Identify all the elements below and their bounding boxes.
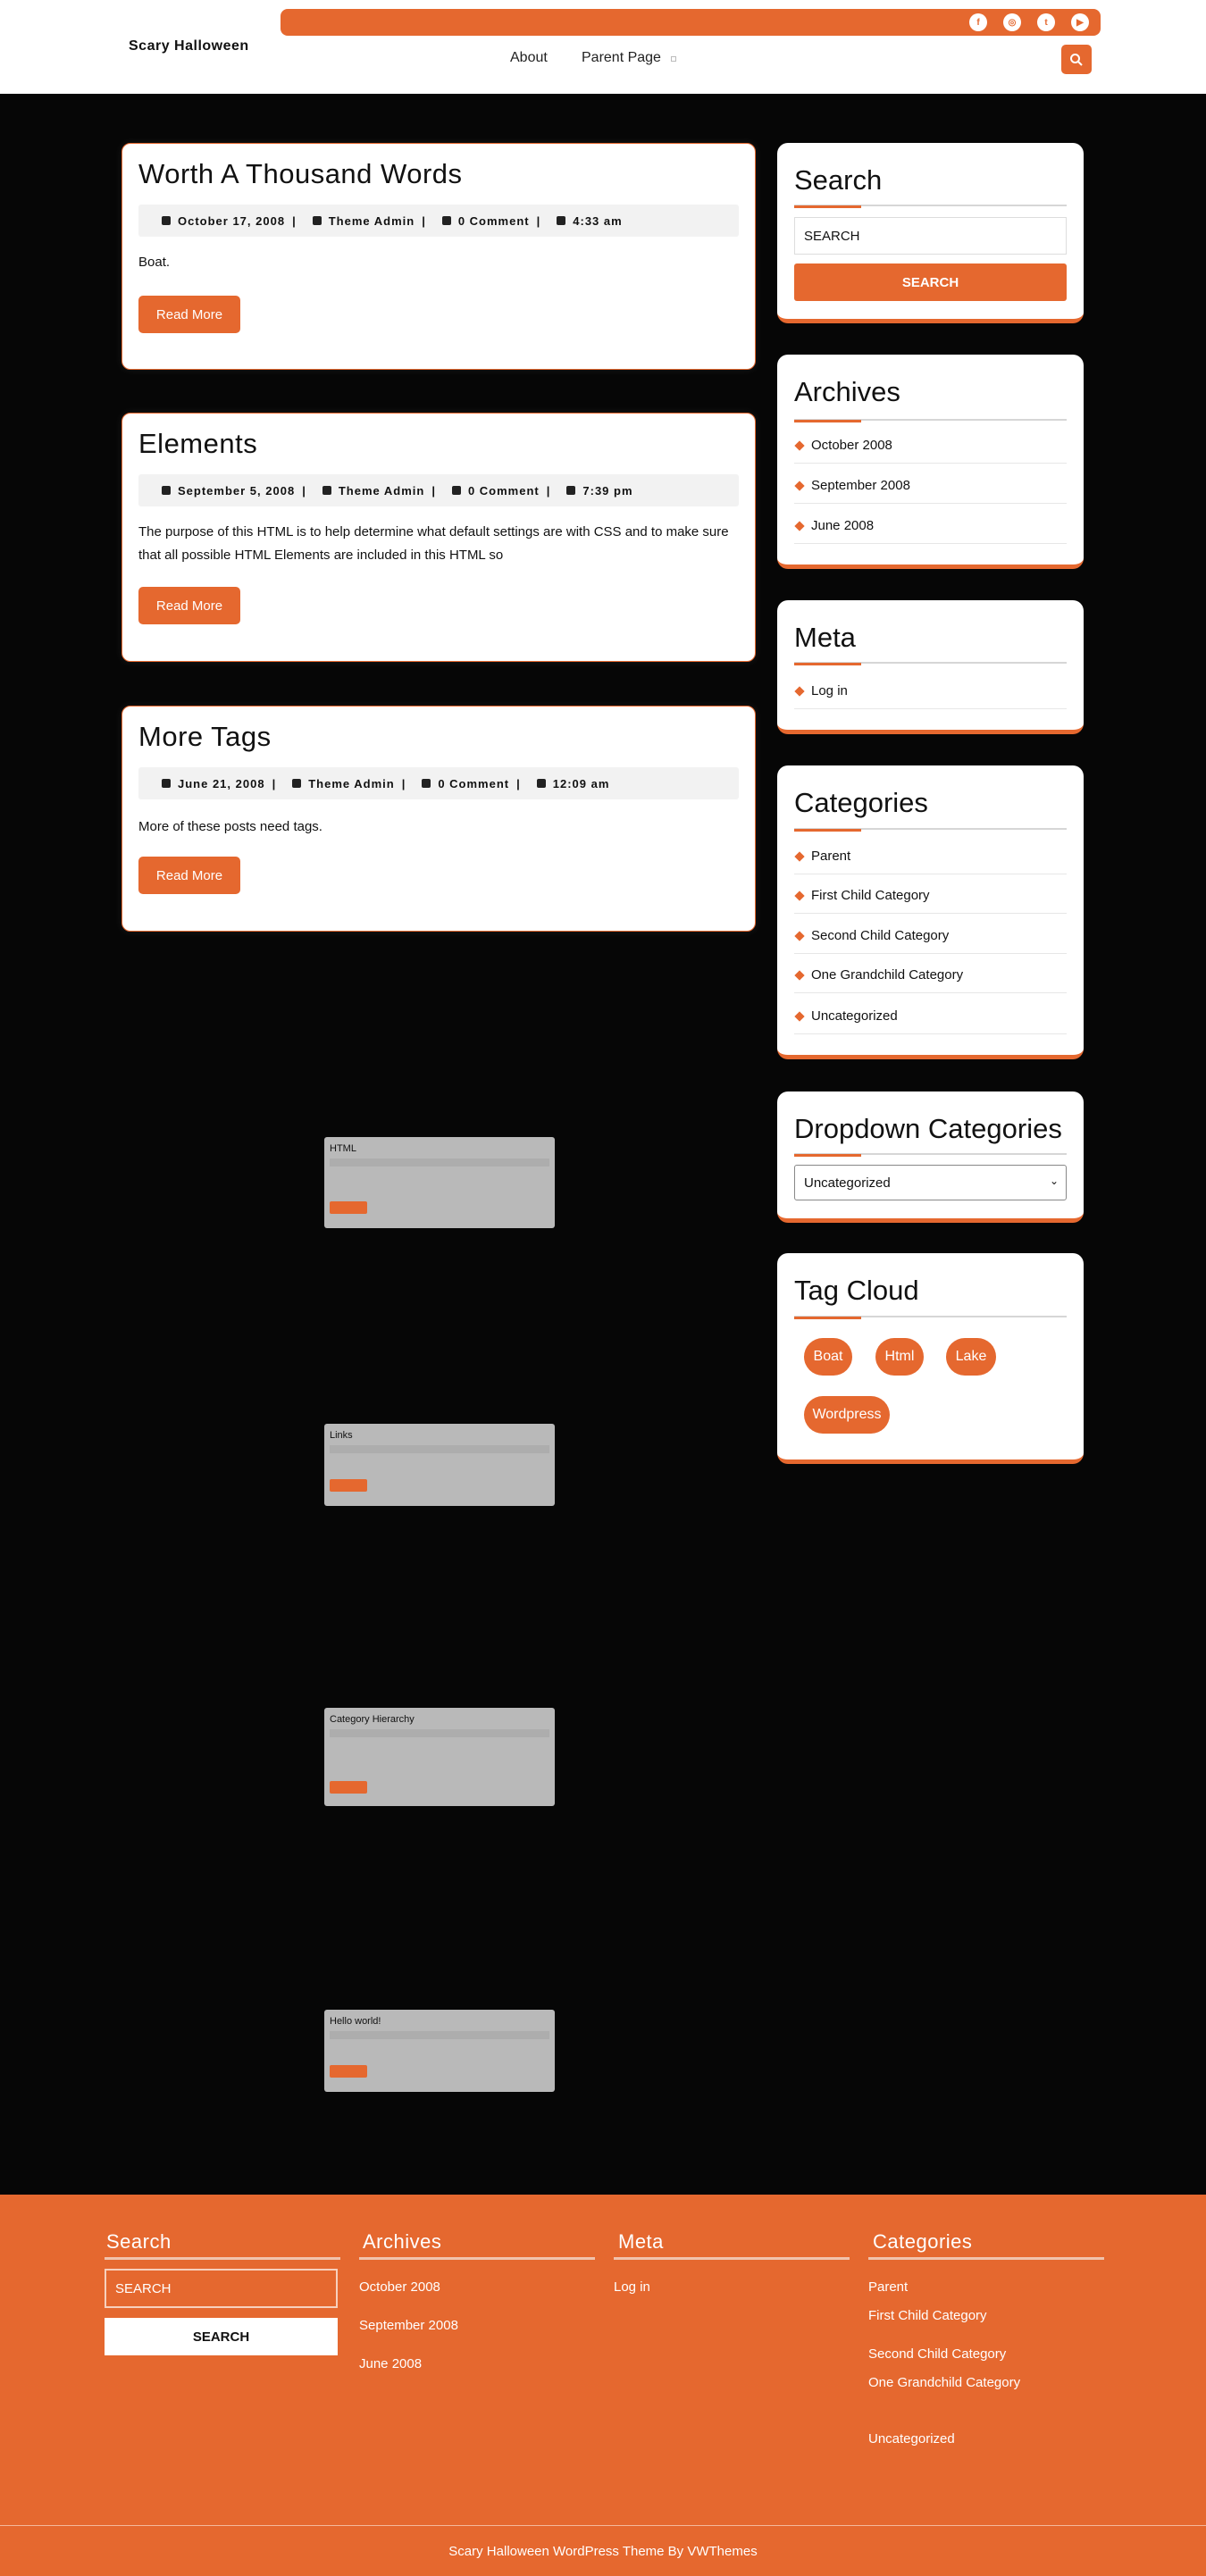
tag-link[interactable]: Boat	[804, 1338, 852, 1376]
tag-link[interactable]: Html	[875, 1338, 924, 1376]
calendar-icon	[162, 216, 171, 225]
post-meta: September 5, 2008 | Theme Admin | 0 Comment | 7:39 pm	[138, 474, 739, 506]
comments-icon	[452, 486, 461, 495]
post-date: September 5, 2008	[178, 483, 296, 498]
read-more-button[interactable]: Read More	[138, 296, 240, 333]
user-icon	[313, 216, 322, 225]
divider	[794, 503, 1067, 504]
login-link[interactable]: Log in	[794, 683, 1067, 698]
widget-title: Meta	[794, 622, 856, 653]
divider	[794, 953, 1067, 954]
widget-title: Tag Cloud	[794, 1275, 919, 1306]
tag-link[interactable]: Lake	[946, 1338, 996, 1376]
tag-link[interactable]: Wordpress	[804, 1396, 890, 1434]
calendar-icon	[162, 486, 171, 495]
divider	[794, 543, 1067, 544]
search-icon	[1069, 53, 1084, 67]
post-thumbnail[interactable]	[324, 1137, 555, 1228]
thumbnail-read-more	[330, 1479, 367, 1492]
category-link[interactable]: Second Child Category	[794, 928, 1067, 943]
nav-item-about[interactable]: About	[510, 50, 548, 65]
thumbnail-title: HTML	[330, 1143, 356, 1154]
sidebar-search-button[interactable]: SEARCH	[794, 263, 1067, 301]
twitter-icon[interactable]: t	[1037, 13, 1055, 31]
category-select-value: Uncategorized	[804, 1175, 891, 1191]
chevron-down-icon[interactable]	[671, 56, 676, 62]
site-title[interactable]: Scary Halloween	[129, 38, 249, 54]
search-widget	[777, 143, 1084, 323]
footer-category-link[interactable]: First Child Category	[868, 2308, 987, 2323]
post-meta: October 17, 2008 | Theme Admin | 0 Comment | 4:33 am	[138, 205, 739, 237]
archive-link[interactable]: October 2008	[794, 438, 1067, 453]
widget-underline	[794, 1153, 1067, 1155]
footer-archive-link[interactable]: September 2008	[359, 2318, 458, 2333]
widget-title: Categories	[794, 787, 928, 818]
post-title[interactable]: Elements	[138, 428, 258, 459]
clock-icon	[537, 779, 546, 788]
user-icon	[292, 779, 301, 788]
archives-widget	[777, 355, 1084, 569]
post-title[interactable]: More Tags	[138, 721, 272, 752]
divider	[794, 913, 1067, 914]
read-more-button[interactable]: Read More	[138, 587, 240, 624]
youtube-icon[interactable]: ▶	[1071, 13, 1089, 31]
calendar-icon	[162, 779, 171, 788]
footer-widget-title: Categories	[873, 2230, 973, 2253]
post-time: 12:09 am	[552, 776, 610, 790]
clock-icon	[557, 216, 565, 225]
category-link[interactable]: Uncategorized	[794, 1008, 1067, 1024]
widget-title: Search	[794, 164, 883, 196]
divider	[794, 708, 1067, 709]
footer-category-link[interactable]: Uncategorized	[868, 2431, 955, 2446]
clock-icon	[566, 486, 575, 495]
footer-underline	[105, 2257, 340, 2260]
comments-icon	[442, 216, 451, 225]
tag-cloud-widget	[777, 1253, 1084, 1464]
post-meta: June 21, 2008 | Theme Admin | 0 Comment | 12:09 am	[138, 767, 739, 799]
footer-search-input[interactable]: SEARCH	[105, 2269, 338, 2308]
thumbnail-read-more	[330, 1781, 367, 1794]
post-time: 4:33 am	[573, 213, 623, 228]
category-link[interactable]: Parent	[794, 849, 1067, 864]
facebook-icon[interactable]: f	[969, 13, 987, 31]
read-more-button[interactable]: Read More	[138, 857, 240, 894]
sidebar-search-input[interactable]: SEARCH	[794, 217, 1067, 255]
footer-archive-link[interactable]: June 2008	[359, 2356, 423, 2371]
category-link[interactable]: One Grandchild Category	[794, 967, 1067, 983]
widget-title: Archives	[794, 376, 900, 407]
post-card	[121, 706, 756, 932]
dropdown-categories-widget	[777, 1091, 1084, 1223]
footer-underline	[868, 2257, 1104, 2260]
footer-widget-title: Meta	[618, 2230, 664, 2253]
thumbnail-title: Links	[330, 1430, 353, 1441]
thumbnail-title: Category Hierarchy	[330, 1714, 415, 1725]
thumbnail-title: Hello world!	[330, 2016, 381, 2027]
thumbnail-read-more	[330, 1201, 367, 1214]
thumbnail-meta	[330, 1729, 549, 1737]
post-author[interactable]: Theme Admin	[338, 483, 425, 498]
post-thumbnail[interactable]	[324, 1708, 555, 1806]
divider	[794, 463, 1067, 464]
thumbnail-meta	[330, 2031, 549, 2039]
chevron-down-icon: ⌄	[1049, 1175, 1059, 1187]
footer-divider	[0, 2525, 1206, 2526]
post-thumbnail[interactable]	[324, 2010, 555, 2092]
widget-title: Dropdown Categories	[794, 1113, 1062, 1144]
archive-link[interactable]: June 2008	[794, 518, 1067, 533]
post-card	[121, 413, 756, 662]
post-date: June 21, 2008	[178, 776, 265, 790]
site-footer	[0, 2195, 1206, 2576]
footer-search-button[interactable]: SEARCH	[105, 2318, 338, 2355]
post-author[interactable]: Theme Admin	[328, 213, 415, 228]
divider	[794, 992, 1067, 993]
footer-category-link[interactable]: Second Child Category	[868, 2346, 1007, 2362]
site-header	[0, 0, 1206, 94]
footer-login-link[interactable]: Log in	[614, 2279, 650, 2295]
thumbnail-read-more	[330, 2065, 367, 2078]
post-excerpt: Boat.	[138, 255, 171, 270]
post-time: 7:39 pm	[582, 483, 633, 498]
post-card	[121, 143, 756, 370]
widget-underline	[794, 662, 1067, 664]
widget-underline	[794, 419, 1067, 421]
category-link[interactable]: First Child Category	[794, 888, 1067, 903]
thumbnail-meta	[330, 1158, 549, 1167]
footer-category-link[interactable]: Parent	[868, 2279, 909, 2295]
archive-link[interactable]: September 2008	[794, 478, 1067, 493]
footer-underline	[359, 2257, 595, 2260]
meta-widget	[777, 600, 1084, 734]
post-comments[interactable]: 0 Comment	[457, 213, 530, 228]
top-bar	[281, 9, 1101, 36]
post-thumbnail[interactable]	[324, 1424, 555, 1506]
post-comments[interactable]: 0 Comment	[467, 483, 540, 498]
post-excerpt: The purpose of this HTML is to help determine what default settings are with CSS and to make sure that all possible HTML Elements are included in this HTML so	[138, 524, 729, 563]
post-excerpt: More of these posts need tags.	[138, 819, 322, 834]
post-comments[interactable]: 0 Comment	[438, 776, 510, 790]
footer-widget-title: Archives	[363, 2230, 442, 2253]
footer-archive-link[interactable]: October 2008	[359, 2279, 440, 2295]
post-title[interactable]: Worth A Thousand Words	[138, 158, 463, 189]
post-author[interactable]: Theme Admin	[308, 776, 395, 790]
nav-item-parent-page[interactable]: Parent Page	[582, 50, 661, 65]
copyright-text[interactable]: Scary Halloween WordPress Theme By VWThemes	[448, 2544, 758, 2559]
post-date: October 17, 2008	[178, 213, 286, 228]
widget-underline	[794, 1316, 1067, 1317]
comments-icon	[422, 779, 431, 788]
footer-underline	[614, 2257, 850, 2260]
user-icon	[322, 486, 331, 495]
footer-category-link[interactable]: One Grandchild Category	[868, 2375, 1021, 2390]
footer-widget-title: Search	[106, 2230, 172, 2253]
thumbnail-meta	[330, 1445, 549, 1453]
divider	[794, 1033, 1067, 1034]
category-select[interactable]	[794, 1165, 1067, 1200]
header-search-button[interactable]	[1061, 45, 1092, 74]
instagram-icon[interactable]: ◎	[1003, 13, 1021, 31]
widget-underline	[794, 828, 1067, 830]
categories-widget	[777, 765, 1084, 1059]
widget-underline	[794, 205, 1067, 206]
